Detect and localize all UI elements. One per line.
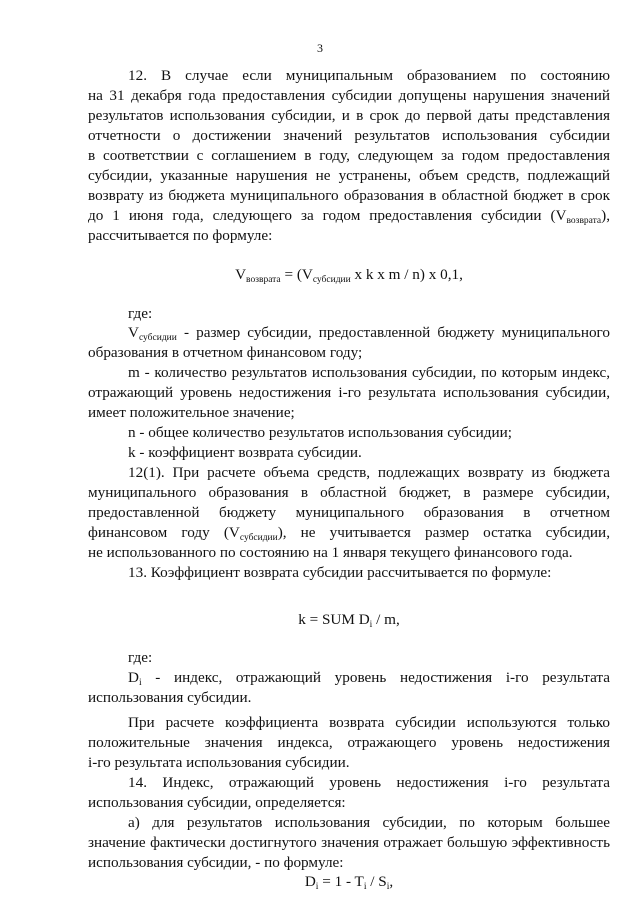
s14-line-1: 14. Индекс, отражающий уровень недостижения i-го результата bbox=[128, 774, 610, 791]
calc-line-2: положительные значения индекса, отражающего уровень недостижения bbox=[88, 734, 610, 751]
calc-line-3: i-го результата использования субсидии. bbox=[88, 754, 350, 771]
s12-1-line-4: финансовом году $(V_{субсидии})$, не учитывается размер остатка субсидии, bbox=[88, 524, 610, 543]
s14a-line-2: значение фактически достигнутого значения отражает большую эффективность bbox=[88, 834, 610, 851]
def-v-line-1: $V_{субсидии}$ - размер субсидии, предоставленной бюджету муниципального bbox=[128, 324, 610, 343]
def-m-line-1: m - количество результатов использования субсидии, по которым индекс, bbox=[128, 364, 610, 381]
s12-line-9: рассчитывается по формуле: bbox=[88, 227, 273, 244]
s13-line: 13. Коэффициент возврата субсидии рассчитывается по формуле: bbox=[128, 564, 552, 581]
s14-line-2: использования субсидии, определяется: bbox=[88, 794, 346, 811]
s12-line-4: отчетности о достижении значений результатов использования субсидии bbox=[88, 127, 610, 144]
s12-line-3: результатов использования субсидии, и в срок до первой даты представления bbox=[88, 107, 610, 124]
s12-line-2: на 31 декабря года предоставления субсидии допущены нарушения значений bbox=[88, 87, 610, 104]
page-number: 3 bbox=[317, 41, 323, 55]
def-m-line-3: имеет положительное значение; bbox=[88, 404, 295, 421]
def-n: n - общее количество результатов использования субсидии; bbox=[128, 424, 512, 441]
s12-line-5: в соответствии с соглашением в году, следующем за годом предоставления bbox=[88, 147, 610, 164]
def-m-line-2: отражающий уровень недостижения i-го результата использования субсидии, bbox=[88, 384, 610, 401]
s12-line-1: 12. В случае если муниципальным образованием по состоянию bbox=[128, 67, 610, 84]
s14a-line-1: а) для результатов использования субсидии, по которым большее bbox=[128, 814, 610, 831]
s12-1-line-5: не использованного по состоянию на 1 января текущего финансового года. bbox=[88, 544, 573, 561]
s12-1-line-3: предоставленной бюджету муниципального образования в отчетном bbox=[88, 504, 610, 521]
formula-coefficient: k = SUM $D_i$ / m, bbox=[298, 611, 400, 630]
def-d-line-1: $D_i$ - индекс, отражающий уровень недостижения i-го результата bbox=[128, 669, 610, 688]
s12-line-8: до 1 июня года, следующего за годом предоставления субсидии $(V_{возврата})$, bbox=[88, 207, 610, 226]
where-label-2: где: bbox=[128, 649, 153, 666]
formula-return-volume: $V_{возврата} = (V_{субсидии}$ x k x m / n) x 0,1, bbox=[235, 266, 463, 285]
s12-line-7: возврату из бюджета муниципального образования в областной бюджет в срок bbox=[88, 187, 610, 204]
def-d-line-2: использования субсидии. bbox=[88, 689, 252, 706]
s12-line-6: субсидии, указанные нарушения не устранены, объем средств, подлежащий bbox=[88, 167, 610, 184]
s12-1-line-1: 12(1). При расчете объема средств, подлежащих возврату из бюджета bbox=[128, 464, 610, 481]
formula-index: $D_i = 1 - T_i / S_i$, bbox=[304, 873, 394, 892]
def-v-line-2: образования в отчетном финансовом году; bbox=[88, 344, 363, 361]
def-k: k - коэффициент возврата субсидии. bbox=[128, 444, 362, 461]
where-label-1: где: bbox=[128, 305, 153, 322]
s12-1-line-2: муниципального образования в областной бюджет, в размере субсидии, bbox=[88, 484, 610, 501]
s14a-line-3: использования субсидии, - по формуле: bbox=[88, 854, 344, 871]
calc-line-1: При расчете коэффициента возврата субсидии используются только bbox=[128, 714, 610, 731]
